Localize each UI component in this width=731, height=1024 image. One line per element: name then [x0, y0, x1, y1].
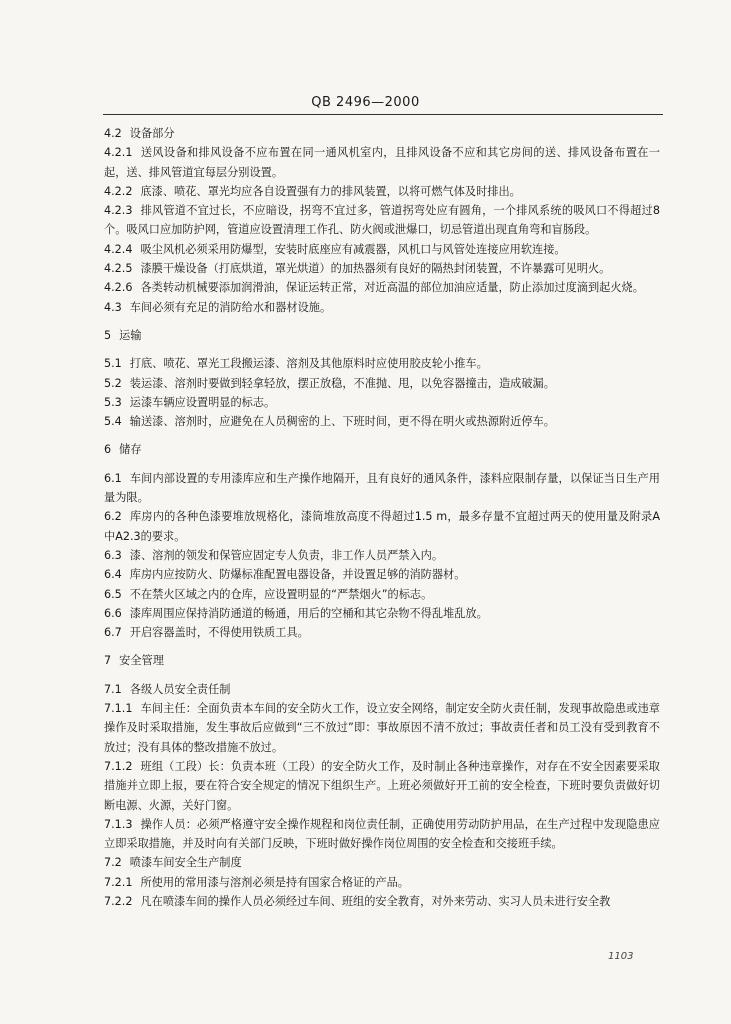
clause-number: 5.2: [104, 376, 122, 390]
clause-text: 运输: [119, 328, 142, 342]
clause-paragraph: [104, 182, 660, 201]
clause-paragraph: [104, 259, 660, 278]
clause-number: 4.3: [104, 300, 122, 314]
clause-text: 装运漆、溶剂时要做到轻拿轻放，摆正放稳，不准抛、甩，以免容器撞击，造成破漏。: [129, 376, 555, 390]
clause-paragraph: [104, 240, 660, 259]
clause-text: 漆库周围应保持消防通道的畅通，用后的空桶和其它杂物不得乱堆乱放。: [129, 606, 488, 620]
clause-number: 6.1: [104, 471, 122, 485]
clause-text: 设备部分: [129, 127, 175, 140]
clause-paragraph: [104, 757, 660, 815]
clause-text: 班组（工段）长：负责本班（工段）的安全防火工作，及时制止各种违章操作，对存在不安全因素要采取措施并立即上报，要在符合安全规定的情况下组织生产。上班必须做好开工前的安全检查，下班时要负责做好切断电源、火源，关好门窗。: [104, 759, 660, 812]
clause-number: 7.1.2: [104, 759, 133, 773]
clause-number: 6.4: [104, 568, 122, 582]
clause-number: 4.2.5: [104, 262, 133, 276]
clause-text: 车间内部设置的专用漆库应和生产操作地隔开，且有良好的通风条件，漆料应限制存量，以保证当日生产用量为限。: [104, 471, 660, 505]
clause-text: 输送漆、溶剂时，应避免在人员稠密的上、下班时间，更不得在明火或热源附近停车。: [129, 415, 555, 429]
clause-text: 漆、溶剂的领发和保管应固定专人负责，非工作人员严禁入内。: [129, 548, 444, 562]
clause-text: 喷漆车间安全生产制度: [129, 856, 242, 870]
clause-number: 7.2.1: [104, 875, 133, 889]
clause-text: 所使用的常用漆与溶剂必须是持有国家合格证的产品。: [140, 875, 409, 889]
clause-text: 各类转动机械要添加润滑油，保证运转正常，对近高温的部位加油应适量，防止添加过度滴到起火烧。: [140, 281, 644, 295]
section-heading: [104, 651, 660, 670]
clause-number: 7: [104, 654, 112, 668]
clause-paragraph: [104, 393, 660, 412]
clause-text: 底漆、喷花、罩光均应各自设置强有力的排风装置，以将可燃气体及时排出。: [140, 184, 521, 198]
clause-number: 7.1: [104, 682, 122, 696]
clause-paragraph: [104, 892, 660, 911]
clause-number: 4.2: [104, 127, 122, 140]
clause-number: 6.7: [104, 626, 122, 640]
clause-paragraph: [104, 604, 660, 623]
clause-number: 6: [104, 443, 112, 457]
section-gap: [104, 431, 660, 440]
clause-number: 6.5: [104, 587, 122, 601]
clause-paragraph: [104, 201, 660, 240]
clause-number: 7.2.2: [104, 894, 133, 908]
clause-text: 车间必须有充足的消防给水和器材设施。: [129, 300, 332, 314]
clause-text: 排风管道不宜过长，不应暗设，拐弯不宜过多，管道拐弯处应有圆角，一个排风系统的吸风口不得超过8个。吸风口应加防护网，管道应设置清理工作孔、防火阀或泄爆口，切忌管道出现直角弯和盲肠段。: [104, 204, 660, 237]
clause-text: 凡在喷漆车间的操作人员必须经过车间、班组的安全教育，对外来劳动、实习人员未进行安全教: [140, 894, 611, 908]
clause-number: 4.2.2: [104, 184, 133, 198]
clause-number: 5.4: [104, 415, 122, 429]
clause-number: 5: [104, 328, 112, 342]
clause-paragraph: [104, 853, 660, 872]
clause-text: 运漆车辆应设置明显的标志。: [129, 395, 276, 409]
clause-text: 不在禁火区域之内的仓库，应设置明显的“严禁烟火”的标志。: [129, 587, 433, 601]
running-header: QB 2496—2000: [311, 95, 420, 110]
clause-number: 7.2: [104, 856, 122, 870]
clause-number: 4.2.6: [104, 281, 133, 295]
clause-text: 送风设备和排风设备不应布置在同一通风机室内，且排风设备不应和其它房间的送、排风设备布置在一起，送、排风管道宜每层分别设置。: [104, 146, 660, 179]
clause-paragraph: [104, 278, 660, 297]
clause-paragraph: [104, 374, 660, 393]
clause-paragraph: [104, 699, 660, 757]
clause-paragraph: [104, 546, 660, 565]
clause-number: 5.1: [104, 357, 122, 371]
clause-text: 各级人员安全责任制: [129, 682, 231, 696]
clause-paragraph: [104, 143, 660, 182]
clause-text: 库房内应按防火、防爆标准配置电器设备，并设置足够的消防器材。: [129, 568, 466, 582]
document-body: [104, 124, 660, 911]
clause-text: 车间主任：全面负责本车间的安全防火工作，设立安全网络，制定安全防火责任制，发现事故隐患或违章操作及时采取措施，发生事故后应做到“三不放过”即：事故原因不清不放过；事故责任者和员工没有受到教育不放过；没有具体的整改措施不放过。: [104, 702, 660, 754]
clause-text: 储存: [119, 443, 142, 457]
clause-number: 6.3: [104, 548, 122, 562]
clause-paragraph: [104, 623, 660, 642]
clause-text: 打底、喷花、罩光工段搬运漆、溶剂及其他原料时应使用胶皮轮小推车。: [129, 357, 488, 371]
section-heading: [104, 326, 660, 345]
section-gap: [104, 460, 660, 469]
clause-number: 7.1.1: [104, 702, 133, 716]
section-gap: [104, 671, 660, 680]
section-gap: [104, 642, 660, 651]
clause-paragraph: [104, 815, 660, 854]
clause-number: 5.3: [104, 395, 122, 409]
clause-text: 吸尘风机必须采用防爆型，安装时底座应有减震器，风机口与风管处连接应用软连接。: [140, 242, 566, 256]
clause-text: 操作人员：必须严格遵守安全操作规程和岗位责任制，正确使用劳动防护用品，在生产过程中发现隐患应立即采取措施，并及时向有关部门反映，下班时做好操作岗位周围的安全检查和交接班手续。: [104, 817, 660, 851]
clause-paragraph: [104, 298, 660, 317]
clause-paragraph: [104, 124, 660, 143]
clause-paragraph: [104, 412, 660, 431]
clause-paragraph: [104, 585, 660, 604]
clause-paragraph: [104, 565, 660, 584]
clause-number: 6.6: [104, 606, 122, 620]
clause-paragraph: [104, 469, 660, 508]
clause-paragraph: [104, 507, 660, 546]
clause-text: 开启容器盖时，不得使用铁质工具。: [129, 626, 309, 640]
section-gap: [104, 345, 660, 354]
page-number: 1103: [608, 951, 634, 962]
clause-text: 安全管理: [119, 654, 164, 668]
clause-number: 4.2.1: [104, 146, 133, 160]
clause-paragraph: [104, 680, 660, 699]
clause-number: 4.2.4: [104, 242, 133, 256]
clause-number: 7.1.3: [104, 817, 133, 831]
clause-number: 6.2: [104, 510, 122, 524]
header-rule: [103, 114, 663, 115]
clause-paragraph: [104, 354, 660, 373]
clause-paragraph: [104, 873, 660, 892]
clause-text: 库房内的各种色漆要堆放规格化，漆筒堆放高度不得超过1.5 m，最多存量不宜超过两天的使用量及附录A中A2.3的要求。: [104, 510, 660, 543]
section-gap: [104, 317, 660, 326]
clause-number: 4.2.3: [104, 204, 133, 218]
clause-text: 漆膜干燥设备（打底烘道，罩光烘道）的加热器须有良好的隔热封闭装置，不许暴露可见明火。: [140, 262, 611, 276]
section-heading: [104, 440, 660, 459]
